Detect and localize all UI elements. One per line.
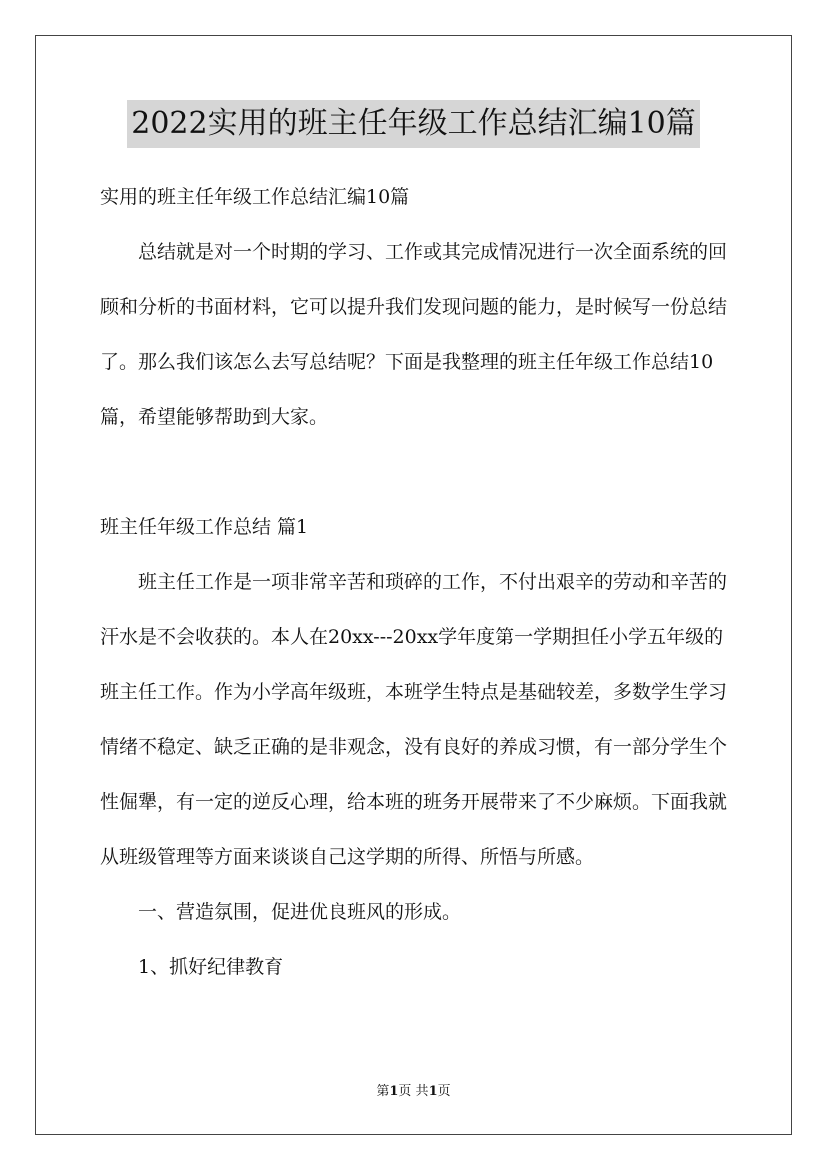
document-subtitle: 实用的班主任年级工作总结汇编10篇 xyxy=(100,186,410,208)
paragraph-gap xyxy=(100,445,728,500)
title-container xyxy=(0,100,827,148)
point-one-subheading: 1、抓好纪律教育 xyxy=(138,956,284,978)
page-current: 1 xyxy=(389,1084,399,1099)
document-body xyxy=(100,170,728,995)
page-total: 1 xyxy=(428,1084,438,1099)
page-mid: 页 共 xyxy=(398,1084,429,1099)
page-suffix: 页 xyxy=(437,1084,451,1099)
page-footer xyxy=(0,1082,827,1102)
point-one-heading: 一、营造氛围，促进优良班风的形成。 xyxy=(138,901,462,923)
section-paragraph: 班主任工作是一项非常辛苦和琐碎的工作，不付出艰辛的劳动和辛苦的汗水是不会收获的。本人在20xx---20xx学年度第一学期担任小学五年级的班主任工作。作为小学高年级班，本班学生特点是基础较差，多数学生学习情绪不稳定、缺乏正确的是非观念，没有良好的养成习惯，有一部分学生个性倔犟，有一定的逆反心理，给本班的班务开展带来了不少麻烦。下面我就从班级管理等方面来谈谈自己这学期的所得、所悟与所感。 xyxy=(100,571,728,868)
page-prefix: 第 xyxy=(376,1084,390,1099)
intro-paragraph: 总结就是对一个时期的学习、工作或其完成情况进行一次全面系统的回顾和分析的书面材料，它可以提升我们发现问题的能力，是时候写一份总结了。那么我们该怎么去写总结呢？下面是我整理的班主任年级工作总结10篇，希望能够帮助到大家。 xyxy=(100,241,728,428)
section-heading: 班主任年级工作总结 篇1 xyxy=(100,516,309,538)
document-title: 2022实用的班主任年级工作总结汇编10篇 xyxy=(127,100,700,148)
